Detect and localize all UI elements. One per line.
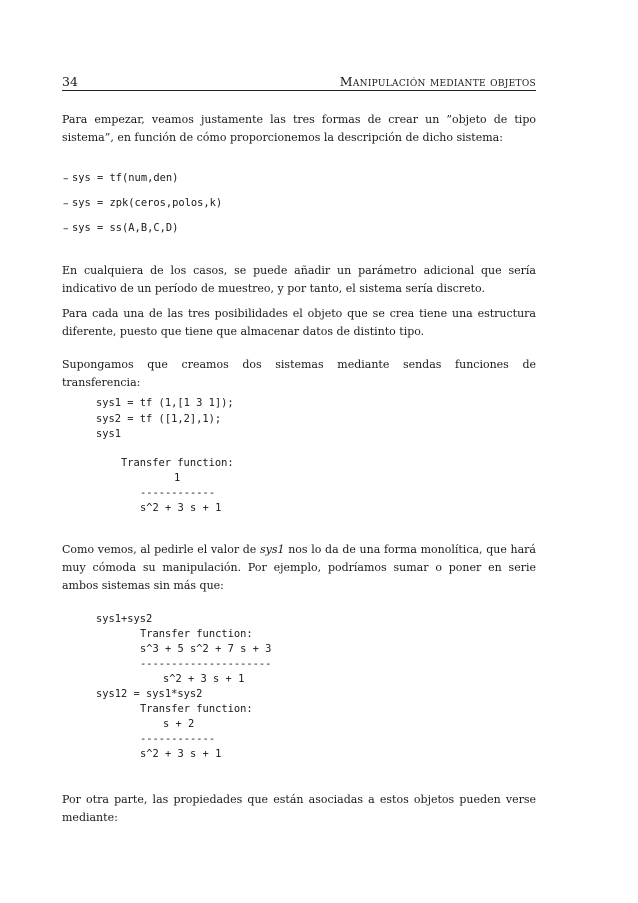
code-line: sys12 = sys1*sys2 [96, 688, 203, 700]
page-number: 34 [62, 74, 78, 89]
paragraph-properties: Por otra parte, las propiedades que están asociadas a estos objetos pueden verse mediante: [62, 793, 536, 824]
code-fraction-bar: --------------------- [140, 658, 272, 670]
code-line: sys1+sys2 [96, 613, 153, 625]
code-numerator: 1 [174, 472, 181, 484]
code-denominator: s^2 + 3 s + 1 [140, 748, 222, 760]
code-fraction-bar: ------------ [140, 733, 216, 745]
page-header [62, 74, 536, 91]
paragraph-discrete: En cualquiera de los casos, se puede añadir un parámetro adicional que sería indicativo de un período de muestreo, y por tanto, el sistema sería discreto. [62, 264, 536, 295]
code-numerator: s + 2 [163, 718, 195, 730]
paragraph-suppose: Supongamos que creamos dos sistemas mediante sendas funciones de transferencia: [62, 358, 536, 389]
code-denominator: s^2 + 3 s + 1 [163, 673, 245, 685]
list-dash: – [63, 197, 69, 210]
paragraph-structure: Para cada una de las tres posibilidades el objeto que se crea tiene una estructura diferente, puesto que tiene que almacenar datos de distinto tipo. [62, 307, 536, 338]
code-output-label: Transfer function: [121, 457, 234, 469]
list-item-code: sys = ss(A,B,C,D) [72, 222, 179, 234]
list-dash: – [63, 172, 69, 185]
code-output-label: Transfer function: [140, 628, 253, 640]
list-item-code: sys = zpk(ceros,polos,k) [72, 197, 223, 209]
code-line: sys1 [96, 428, 122, 440]
list-item-code: sys = tf(num,den) [72, 172, 179, 184]
list-dash: – [63, 222, 69, 235]
code-line: sys1 = tf (1,[1 3 1]); [96, 397, 234, 409]
paragraph-intro: Para empezar, veamos justamente las tres formas de crear un ”objeto de tipo sistema”, en función de cómo proporcionemos la descripción de dicho sistema: [62, 113, 536, 144]
code-denominator: s^2 + 3 s + 1 [140, 502, 222, 514]
paragraph-monolithic: Como vemos, al pedirle el valor de sys1 nos lo da de una forma monolítica, que hará muy cómoda su manipulación. Por ejemplo, podríamos sumar o poner en serie ambos sistemas sin más que: [62, 543, 536, 592]
code-numerator: s^3 + 5 s^2 + 7 s + 3 [140, 643, 272, 655]
code-fraction-bar: ------------ [140, 487, 216, 499]
running-title: Manipulación mediante objetos [339, 74, 536, 89]
code-output-label: Transfer function: [140, 703, 253, 715]
code-line: sys2 = tf ([1,2],1); [96, 413, 222, 425]
